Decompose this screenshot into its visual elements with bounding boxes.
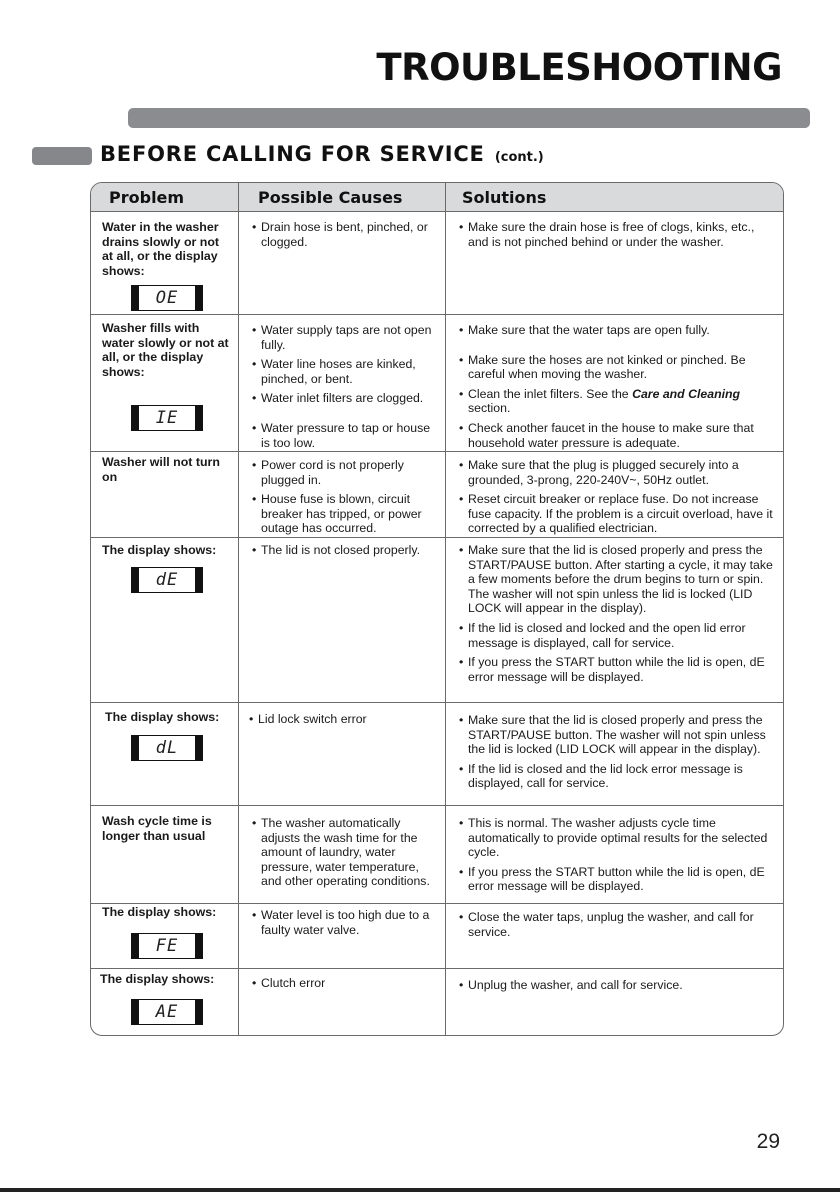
solution-item: • If the lid is closed and the lid lock error message is displayed, call for service. bbox=[459, 762, 773, 791]
solution-item: • Make sure that the plug is plugged securely into a grounded, 3-prong, 220-240V~, 50Hz outlet. bbox=[459, 458, 773, 487]
cause-item: • Water level is too high due to a faulty water valve. bbox=[252, 908, 438, 937]
column-header-problem: Problem bbox=[109, 188, 185, 207]
error-code: dL bbox=[155, 738, 179, 758]
solution-item: • This is normal. The washer adjusts cycle time automatically to provide optimal results for the selected cycle. bbox=[459, 816, 773, 860]
solution-item: • Unplug the washer, and call for service. bbox=[459, 978, 773, 993]
section-title-text: BEFORE CALLING FOR SERVICE bbox=[100, 142, 485, 166]
causes-cell bbox=[252, 543, 438, 563]
problem-text: Washer will not turn on bbox=[102, 455, 220, 484]
solutions-cell bbox=[459, 910, 773, 944]
column-header-solutions: Solutions bbox=[462, 188, 547, 207]
care-and-cleaning-reference: Care and Cleaning bbox=[632, 386, 741, 401]
column-divider bbox=[445, 183, 446, 1035]
cause-item: • The lid is not closed properly. bbox=[252, 543, 438, 558]
error-code: AE bbox=[155, 1002, 179, 1022]
cause-item: • Drain hose is bent, pinched, or clogged. bbox=[252, 220, 438, 249]
causes-cell bbox=[252, 976, 438, 996]
error-code: dE bbox=[155, 570, 179, 590]
troubleshooting-table bbox=[90, 182, 784, 1036]
error-code: OE bbox=[155, 288, 179, 308]
bottom-edge-rule bbox=[0, 1188, 840, 1192]
solutions-cell bbox=[459, 323, 773, 455]
solutions-cell bbox=[459, 978, 773, 998]
solution-item: • Close the water taps, unplug the washer, and call for service. bbox=[459, 910, 773, 939]
column-divider bbox=[238, 183, 239, 1035]
solutions-cell bbox=[459, 458, 773, 541]
problem-text: The display shows: bbox=[100, 972, 215, 986]
row-divider bbox=[91, 314, 783, 315]
error-code: IE bbox=[155, 408, 179, 428]
row-divider bbox=[91, 903, 783, 904]
cause-item: • Water line hoses are kinked, pinched, or bent. bbox=[252, 357, 438, 386]
solutions-cell bbox=[459, 713, 773, 796]
cause-item: • Lid lock switch error bbox=[249, 712, 439, 727]
section-tab-marker bbox=[32, 147, 92, 165]
problem-text: The display shows: bbox=[105, 710, 220, 724]
row-divider bbox=[91, 702, 783, 703]
causes-cell bbox=[252, 458, 438, 541]
problem-text: Wash cycle time is longer than usual bbox=[102, 814, 212, 843]
error-code-display bbox=[131, 285, 203, 311]
solution-text-tail: section. bbox=[468, 401, 511, 416]
page-number: 29 bbox=[756, 1130, 780, 1153]
error-code-display bbox=[131, 933, 203, 959]
causes-cell bbox=[252, 816, 438, 894]
solution-item: • Make sure the hoses are not kinked or pinched. Be careful when moving the washer. bbox=[459, 353, 773, 382]
cause-item: • Water supply taps are not open fully. bbox=[252, 323, 438, 352]
solutions-cell bbox=[459, 816, 773, 899]
solutions-cell bbox=[459, 220, 773, 254]
section-title bbox=[100, 142, 544, 166]
cause-item: • House fuse is blown, circuit breaker has tripped, or power outage has occurred. bbox=[252, 492, 438, 536]
section-title-suffix: (cont.) bbox=[494, 150, 544, 165]
error-code-display bbox=[131, 405, 203, 431]
solution-item: • Make sure the drain hose is free of clogs, kinks, etc., and is not pinched behind or under the washer. bbox=[459, 220, 773, 249]
solution-item: • If you press the START button while the lid is open, dE error message will be displayed. bbox=[459, 655, 773, 684]
solution-item: • If the lid is closed and locked and the open lid error message is displayed, call for service. bbox=[459, 621, 773, 650]
solution-text: Clean the inlet filters. See the bbox=[468, 386, 629, 401]
problem-text: The display shows: bbox=[102, 905, 217, 919]
cause-item: • Clutch error bbox=[252, 976, 438, 991]
column-header-causes: Possible Causes bbox=[258, 188, 403, 207]
cause-item: • Power cord is not properly plugged in. bbox=[252, 458, 438, 487]
solution-item-with-reference bbox=[459, 387, 773, 416]
table-header bbox=[91, 183, 783, 212]
error-code-display bbox=[131, 735, 203, 761]
solution-item: • Make sure that the lid is closed properly and press the START/PAUSE button. The washer will not spin unless the lid is locked (LID LOCK will appear in the display). bbox=[459, 713, 773, 757]
cause-item: • Water inlet filters are clogged. bbox=[252, 391, 438, 406]
row-divider bbox=[91, 805, 783, 806]
causes-cell bbox=[252, 323, 438, 455]
solution-item: • Make sure that the water taps are open fully. bbox=[459, 323, 773, 338]
header-bar bbox=[128, 108, 810, 128]
solution-item: • Check another faucet in the house to make sure that household water pressure is adequate. bbox=[459, 421, 773, 450]
cause-item: • Water pressure to tap or house is too low. bbox=[252, 421, 438, 450]
cause-item: • The washer automatically adjusts the wash time for the amount of laundry, water pressure, water temperature, and other operating conditions. bbox=[252, 816, 438, 889]
solution-item: • Reset circuit breaker or replace fuse. Do not increase fuse capacity. If the problem is a circuit overload, have it corrected by a qualified electrician. bbox=[459, 492, 773, 536]
solutions-cell bbox=[459, 543, 773, 689]
error-code: FE bbox=[155, 936, 179, 956]
error-code-display bbox=[131, 999, 203, 1025]
row-divider bbox=[91, 968, 783, 969]
causes-cell bbox=[252, 220, 438, 254]
problem-text: The display shows: bbox=[102, 543, 217, 557]
problem-text: Water in the washer drains slowly or not at all, or the display shows: bbox=[102, 220, 220, 278]
page-title: TROUBLESHOOTING bbox=[376, 46, 782, 89]
causes-cell bbox=[249, 712, 439, 732]
solution-item: • If you press the START button while the lid is open, dE error message will be displayed. bbox=[459, 865, 773, 894]
solution-item: • Make sure that the lid is closed properly and press the START/PAUSE button. After starting a cycle, it may take a few moments before the drum begins to turn or spin. The washer will not spin unless the lid is locked (LID LOCK will appear in the display). bbox=[459, 543, 773, 616]
error-code-display bbox=[131, 567, 203, 593]
causes-cell bbox=[252, 908, 438, 942]
problem-text: Washer fills with water slowly or not at all, or the display shows: bbox=[102, 321, 229, 379]
